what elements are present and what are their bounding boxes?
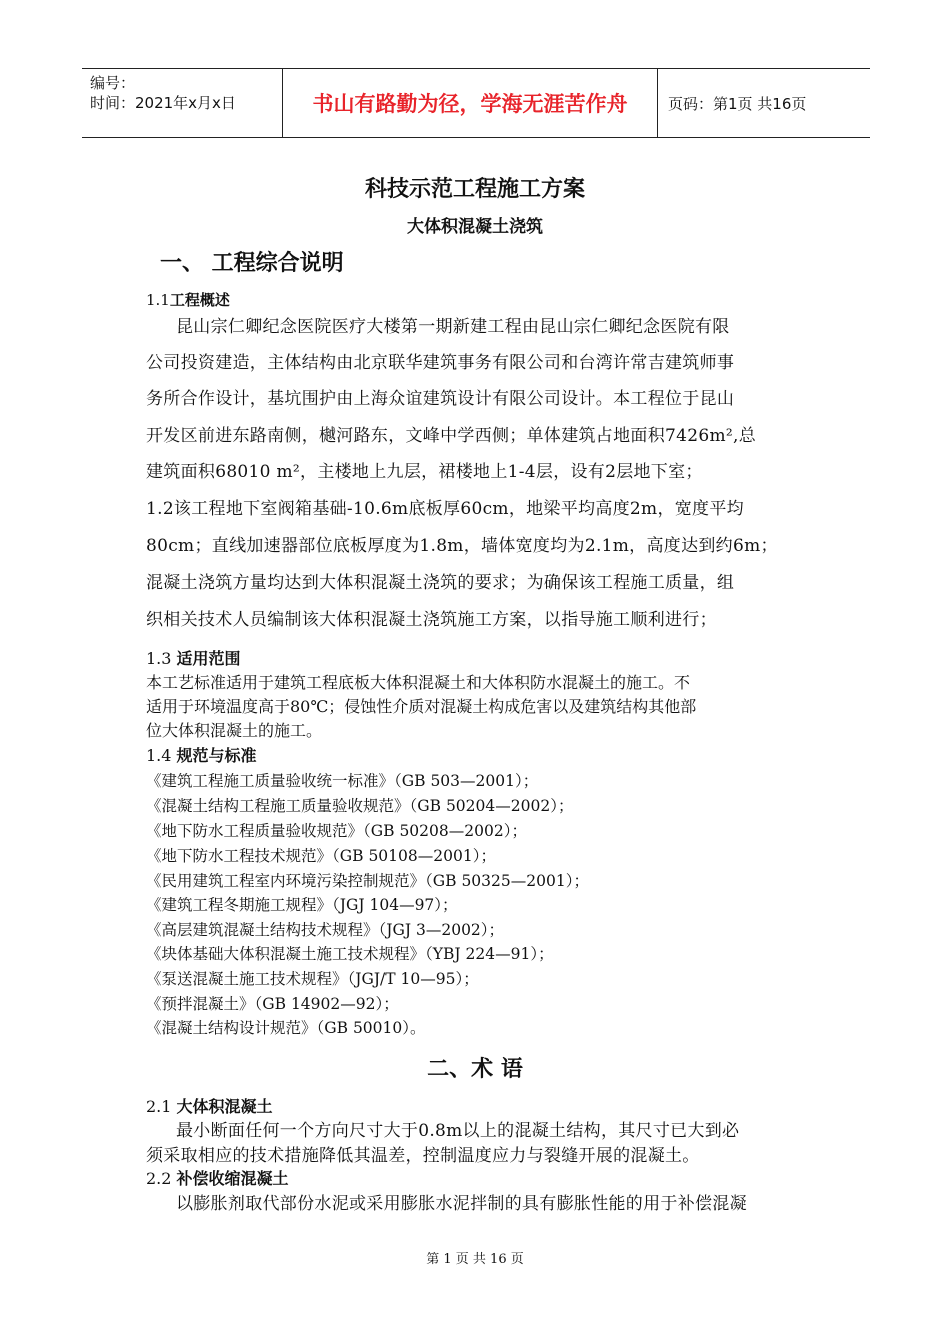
time-label: 时间：2021年x月x日: [90, 94, 236, 112]
scope-line: 位大体积混凝土的施工。: [146, 721, 323, 740]
number-label: 编号：: [90, 74, 136, 92]
header-motto: 书山有路勤为径，学海无涯苦作舟: [282, 69, 658, 137]
section-1-2-line: 80cm；直线加速器部位底板厚度为1.8m，墙体宽度均为2.1m，高度达到约6m；: [146, 536, 778, 556]
section-1-1-heading: [146, 289, 230, 310]
standard-item: 《混凝土结构工程施工质量验收规范》（GB 50204—2002）；: [146, 797, 574, 815]
section-1-2-line: 混凝土浇筑方量均达到大体积混凝土浇筑的要求；为确保该工程施工质量，组: [146, 573, 735, 593]
section-title: 规范与标准: [176, 746, 257, 765]
standard-item: 《建筑工程冬期施工规程》（JGJ 104—97）；: [146, 896, 458, 914]
standard-item: 《民用建筑工程室内环境污染控制规范》（GB 50325—2001）；: [146, 872, 589, 890]
scope-line: 适用于环境温度高于80℃；侵蚀性介质对混凝土构成危害以及建筑结构其他部: [146, 697, 697, 716]
section-number: 2.2: [146, 1169, 172, 1188]
definition-line: 须采取相应的技术措施降低其温差，控制温度应力与裂缝开展的混凝土。: [146, 1146, 700, 1166]
overview-line: 公司投资建造，主体结构由北京联华建筑事务有限公司和台湾许常吉建筑师事: [146, 353, 735, 373]
section-title: 工程概述: [169, 291, 230, 309]
header-meta: [82, 69, 282, 137]
section-2-2-heading: [146, 1166, 289, 1189]
section-1-4-heading: [146, 743, 257, 766]
overview-line: 务所合作设计，基坑围护由上海众谊建筑设计有限公司设计。本工程位于昆山: [146, 389, 735, 409]
overview-line: 昆山宗仁卿纪念医院医疗大楼第一期新建工程由昆山宗仁卿纪念医院有限: [176, 317, 730, 337]
section-title: 大体积混凝土: [176, 1097, 273, 1116]
overview-line: 开发区前进东路南侧，樾河路东，文峰中学西侧；单体建筑占地面积7426m²,总: [146, 426, 757, 446]
overview-line: 建筑面积68010 m²，主楼地上九层，裙楼地上1-4层，设有2层地下室；: [146, 462, 703, 482]
page-footer: 第 1 页 共 16 页: [426, 1252, 524, 1267]
section-1-heading: 一、 工程综合说明: [160, 251, 344, 276]
section-2-1-heading: [146, 1094, 273, 1117]
section-number: 1.1: [146, 291, 170, 309]
scope-line: 本工艺标准适用于建筑工程底板大体积混凝土和大体积防水混凝土的施工。不: [146, 673, 691, 692]
section-1-2-line: 织相关技术人员编制该大体积混凝土浇筑施工方案，以指导施工顺利进行；: [146, 610, 717, 630]
section-1-3-heading: [146, 646, 241, 669]
definition-line: 以膨胀剂取代部份水泥或采用膨胀水泥拌制的具有膨胀性能的用于补偿混凝: [176, 1194, 747, 1214]
standard-item: 《地下防水工程质量验收规范》（GB 50208—2002）；: [146, 822, 527, 840]
section-title: 补偿收缩混凝土: [176, 1169, 289, 1188]
standard-item: 《块体基础大体积混凝土施工技术规程》（YBJ 224—91）；: [146, 945, 554, 963]
header-page-info: 页码：第1页 共16页: [668, 94, 807, 113]
section-number: 1.4: [146, 746, 172, 765]
definition-line: 最小断面任何一个方向尺寸大于0.8m以上的混凝土结构，其尺寸已大到必: [176, 1121, 740, 1141]
standard-item: 《预拌混凝土》（GB 14902—92）；: [146, 995, 399, 1013]
section-1-2-line: 1.2该工程地下室阀箱基础-10.6m底板厚60cm，地梁平均高度2m，宽度平均: [146, 499, 744, 519]
section-number: 2.1: [146, 1097, 172, 1116]
document-subtitle: 大体积混凝土浇筑: [407, 217, 543, 237]
standard-item: 《建筑工程施工质量验收统一标准》（GB 503—2001）；: [146, 772, 539, 790]
section-2-heading: 二、术 语: [427, 1057, 523, 1082]
standard-item: 《高层建筑混凝土结构技术规程》（JGJ 3—2002）；: [146, 921, 505, 939]
standard-item: 《泵送混凝土施工技术规程》（JGJ/T 10—95）；: [146, 970, 479, 988]
document-title: 科技示范工程施工方案: [364, 177, 585, 202]
page-header: [82, 68, 870, 138]
standard-item: 《地下防水工程技术规范》（GB 50108—2001）；: [146, 847, 496, 865]
section-number: 1.3: [146, 649, 172, 668]
standard-item: 《混凝土结构设计规范》（GB 50010）。: [146, 1019, 426, 1037]
section-title: 适用范围: [176, 649, 241, 668]
